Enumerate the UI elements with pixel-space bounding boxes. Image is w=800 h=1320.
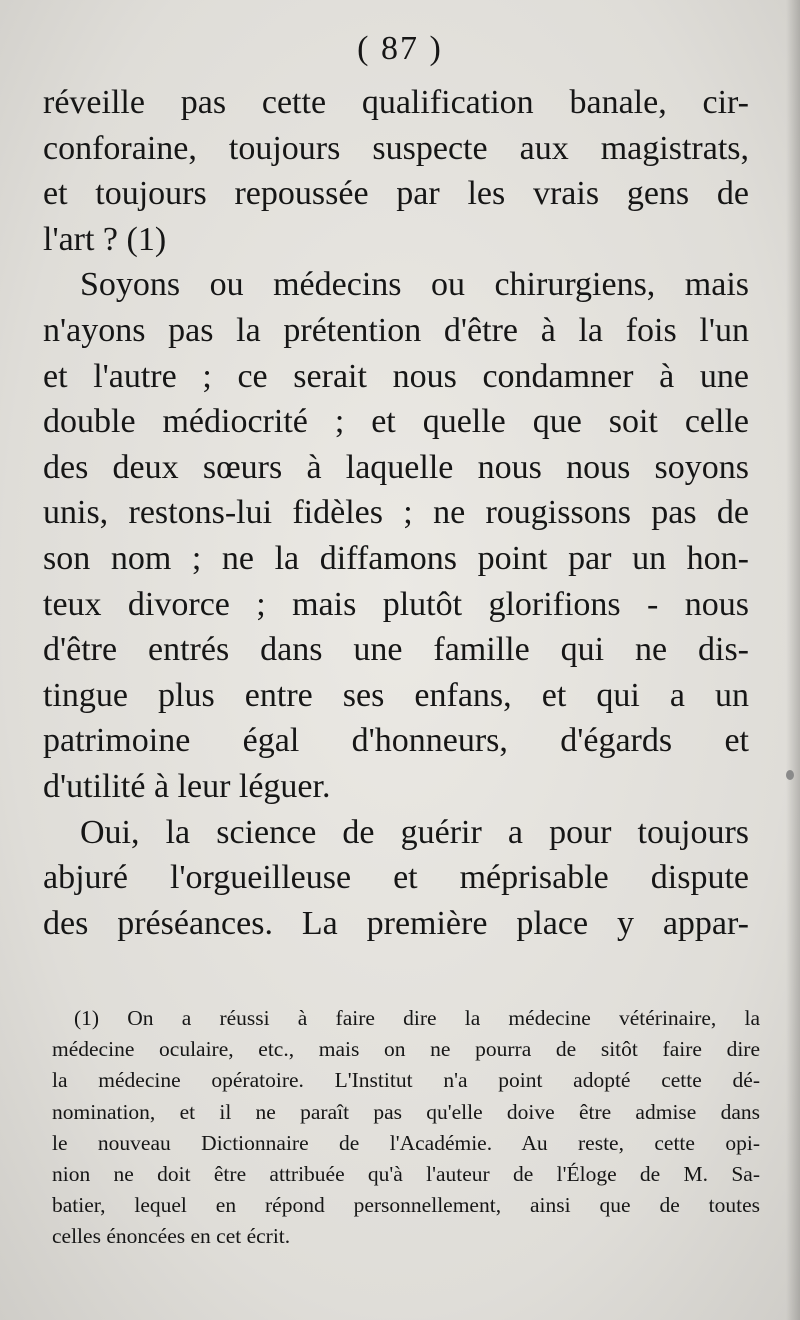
text-line: des deux sœurs à laquelle nous nous soyons xyxy=(43,448,749,486)
text-line: teux divorce ; mais plutôt glorifions - nous xyxy=(43,585,749,623)
text-line: conforaine, toujours suspecte aux magistrats, xyxy=(43,129,749,167)
text-line: Oui, la science de guérir a pour toujours xyxy=(80,813,749,851)
footnote xyxy=(52,1003,760,1253)
paper-speck xyxy=(786,770,794,780)
text-line: Soyons ou médecins ou chirurgiens, mais xyxy=(80,266,749,304)
text-line: son nom ; ne la diffamons point par un hon- xyxy=(43,539,749,577)
text-line: d'utilité à leur léguer. xyxy=(43,767,331,805)
footnote-line: nomination, et il ne paraît pas qu'elle doive être admise dans xyxy=(52,1099,760,1124)
text-line: unis, restons-lui fidèles ; ne rougissons pas de xyxy=(43,494,749,532)
footnote-line: nion ne doit être attribuée qu'à l'auteur de l'Éloge de M. Sa- xyxy=(52,1161,760,1186)
text-line: n'ayons pas la prétention d'être à la fois l'un xyxy=(43,311,749,349)
text-line: réveille pas cette qualification banale, cir- xyxy=(43,84,749,121)
text-line: des préséances. La première place y appar- xyxy=(43,904,749,942)
footnote-line: médecine oculaire, etc., mais on ne pourra de sitôt faire dire xyxy=(52,1037,760,1062)
text-line: et toujours repoussée par les vrais gens de xyxy=(43,175,749,213)
footnote-line: celles énoncées en cet écrit. xyxy=(52,1224,291,1249)
page-edge-shadow xyxy=(786,0,800,1320)
text-line: double médiocrité ; et quelle que soit celle xyxy=(43,403,749,441)
text-line: et l'autre ; ce serait nous condamner à une xyxy=(43,357,749,395)
text-line: patrimoine égal d'honneurs, d'égards et xyxy=(43,722,749,760)
text-line: tingue plus entre ses enfans, et qui a un xyxy=(43,676,749,714)
main-text xyxy=(43,80,749,946)
footnote-line: le nouveau Dictionnaire de l'Académie. Au reste, cette opi- xyxy=(52,1130,760,1155)
footnote-line: batier, lequel en répond personnellement, ainsi que de toutes xyxy=(52,1193,760,1218)
footnote-line: (1) On a réussi à faire dire la médecine vétérinaire, la xyxy=(74,1006,760,1030)
footnote-line: la médecine opératoire. L'Institut n'a point adopté cette dé- xyxy=(52,1068,760,1093)
text-line: d'être entrés dans une famille qui ne dis- xyxy=(43,631,749,669)
text-line: l'art ? (1) xyxy=(43,220,167,258)
text-line: abjuré l'orgueilleuse et méprisable dispute xyxy=(43,859,749,897)
page-number: ( 87 ) xyxy=(357,30,443,67)
